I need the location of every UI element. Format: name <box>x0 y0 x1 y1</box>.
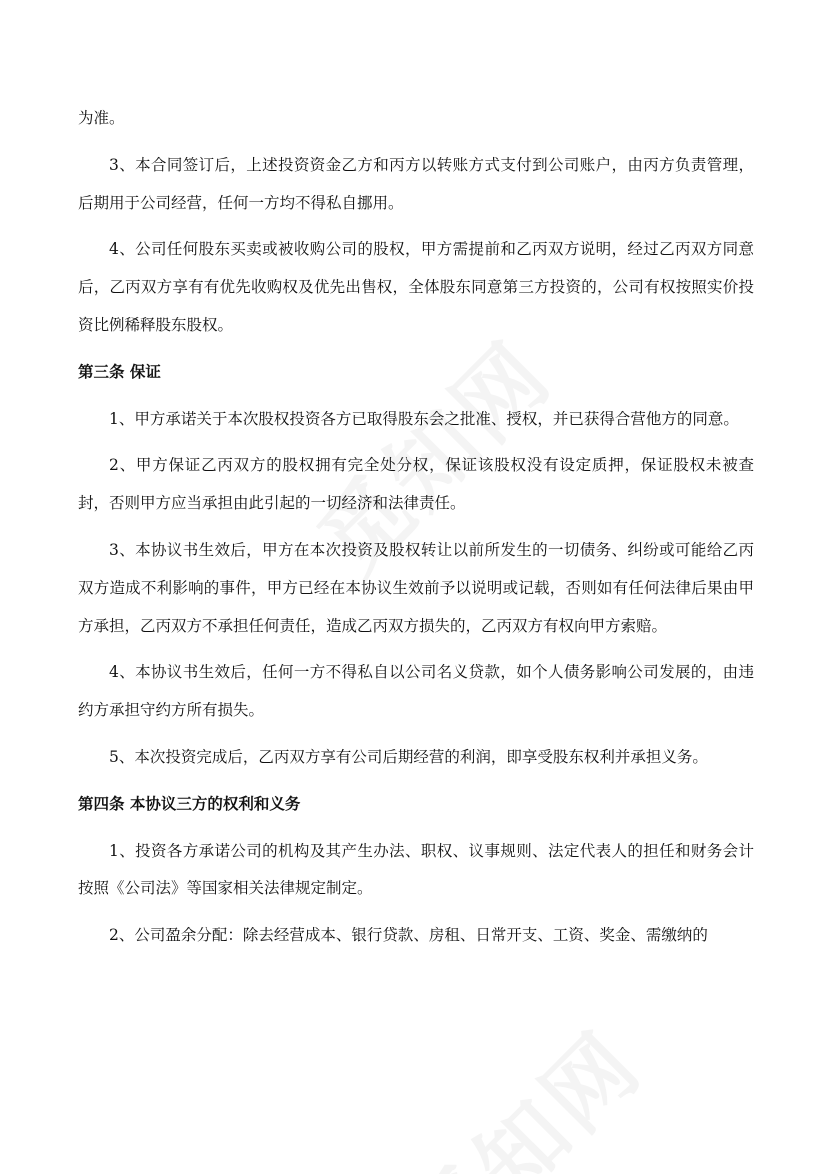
document-body <box>78 100 754 964</box>
paragraph: 3、本合同签订后，上述投资资金乙方和丙方以转账方式支付到公司账户，由丙方负责管理，后期用于公司经营，任何一方均不得私自挪用。 <box>78 155 754 212</box>
paragraph: 4、公司任何股东买卖或被收购公司的股权，甲方需提前和乙丙双方说明，经过乙丙双方同意后，乙丙双方享有有优先收购权及优先出售权，全体股东同意第三方投资的，公司有权按照实价投资比例稀释股东股权。 <box>78 240 754 334</box>
paragraph: 3、本协议书生效后，甲方在本次投资及股权转让以前所发生的一切债务、纠纷或可能给乙丙双方造成不利影响的事件，甲方已经在本协议生效前予以说明或记载，否则如有任何法律后果由甲方承担，乙丙双方不承担任何责任，造成乙丙双方损失的，乙丙双方有权向甲方索赔。 <box>78 540 754 635</box>
paragraph: 2、甲方保证乙丙双方的股权拥有完全处分权，保证该股权没有设定质押，保证股权未被查封，否则甲方应当承担由此引起的一切经济和法律责任。 <box>78 456 754 513</box>
section-heading: 第三条 保证 <box>78 362 161 381</box>
paragraph: 1、投资各方承诺公司的机构及其产生办法、职权、议事规则、法定代表人的担任和财务会计按照《公司法》等国家相关法律规定制定。 <box>78 841 754 898</box>
paragraph: 5、本次投资完成后，乙丙双方享有公司后期经营的利润，即享受股东权利并承担义务。 <box>109 747 708 766</box>
section-heading: 第四条 本协议三方的权利和义务 <box>78 794 301 813</box>
paragraph: 2、公司盈余分配：除去经营成本、银行贷款、房租、日常开支、工资、奖金、需缴纳的 <box>109 926 708 945</box>
paragraph: 1、甲方承诺关于本次股权投资各方已取得股东会之批准、授权，并已获得合营他方的同意。 <box>109 409 739 428</box>
watermark <box>377 999 666 1174</box>
paragraph: 4、本协议书生效后，任何一方不得私自以公司名义贷款，如个人债务影响公司发展的，由违约方承担守约方所有损失。 <box>78 663 754 720</box>
paragraph: 为准。 <box>78 109 125 127</box>
